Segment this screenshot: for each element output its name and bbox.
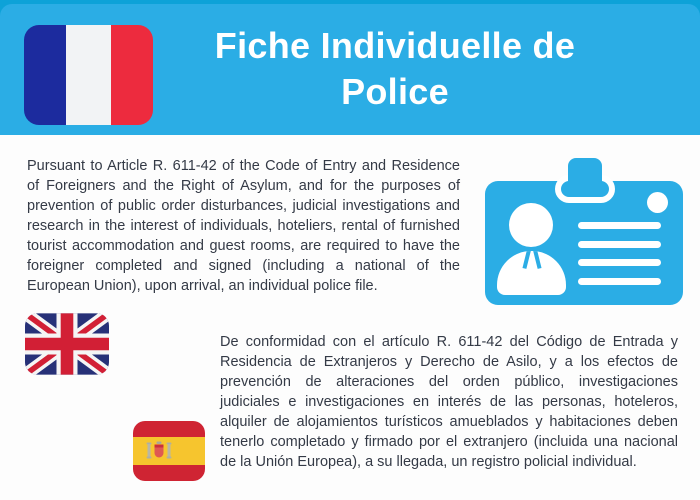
avatar-head xyxy=(509,203,553,247)
english-paragraph: Pursuant to Article R. 611-42 of the Code of Entry and Residence of Foreigners and the Right of Asylum, and for the purposes of prevention of public order disturbances, judicial investigations and research in the interest of individuals, hoteliers, rental of furnished tourist accommodation and guest rooms, are required to have the foreigner completed and signed (including a national of the European Union), upon arrival, an individual police file. xyxy=(27,158,460,294)
card-text-line xyxy=(578,222,661,229)
avatar-collar-left xyxy=(522,251,530,269)
card-photo-dot xyxy=(647,192,668,213)
card-text-line xyxy=(578,241,661,248)
france-flag-icon xyxy=(24,25,153,125)
card-text-line xyxy=(578,278,661,285)
union-jack-graphic xyxy=(25,313,109,375)
card-text-line xyxy=(578,259,661,266)
flag-stripe-blue xyxy=(24,25,66,125)
avatar-shoulders xyxy=(497,251,566,295)
flag-stripe-red xyxy=(111,25,153,125)
avatar-collar-right xyxy=(533,251,541,269)
page-title: Fiche Individuelle de Police xyxy=(214,25,576,112)
badge-clip-tab xyxy=(568,158,602,196)
uk-flag-icon xyxy=(25,313,109,375)
spain-coat-of-arms xyxy=(146,439,172,463)
flag-stripe-white xyxy=(66,25,112,125)
id-card-icon xyxy=(485,158,683,306)
spanish-paragraph: De conformidad con el artículo R. 611-42 del Código de Entrada y Residencia de Extranjeros y Derecho de Asilo, y a los efectos de prevención de alteraciones del orden público, investigaciones judiciales e investigaciones en interés de las personas, hoteleros, alquiler de alojamientos turísticos amueblados y habitaciones deben tenerlo completado y firmado por el extranjero (incluida una nacional de la Unión Europea), a su llegada, un registro policial individual. xyxy=(220,334,678,470)
spain-flag-icon xyxy=(133,421,205,481)
